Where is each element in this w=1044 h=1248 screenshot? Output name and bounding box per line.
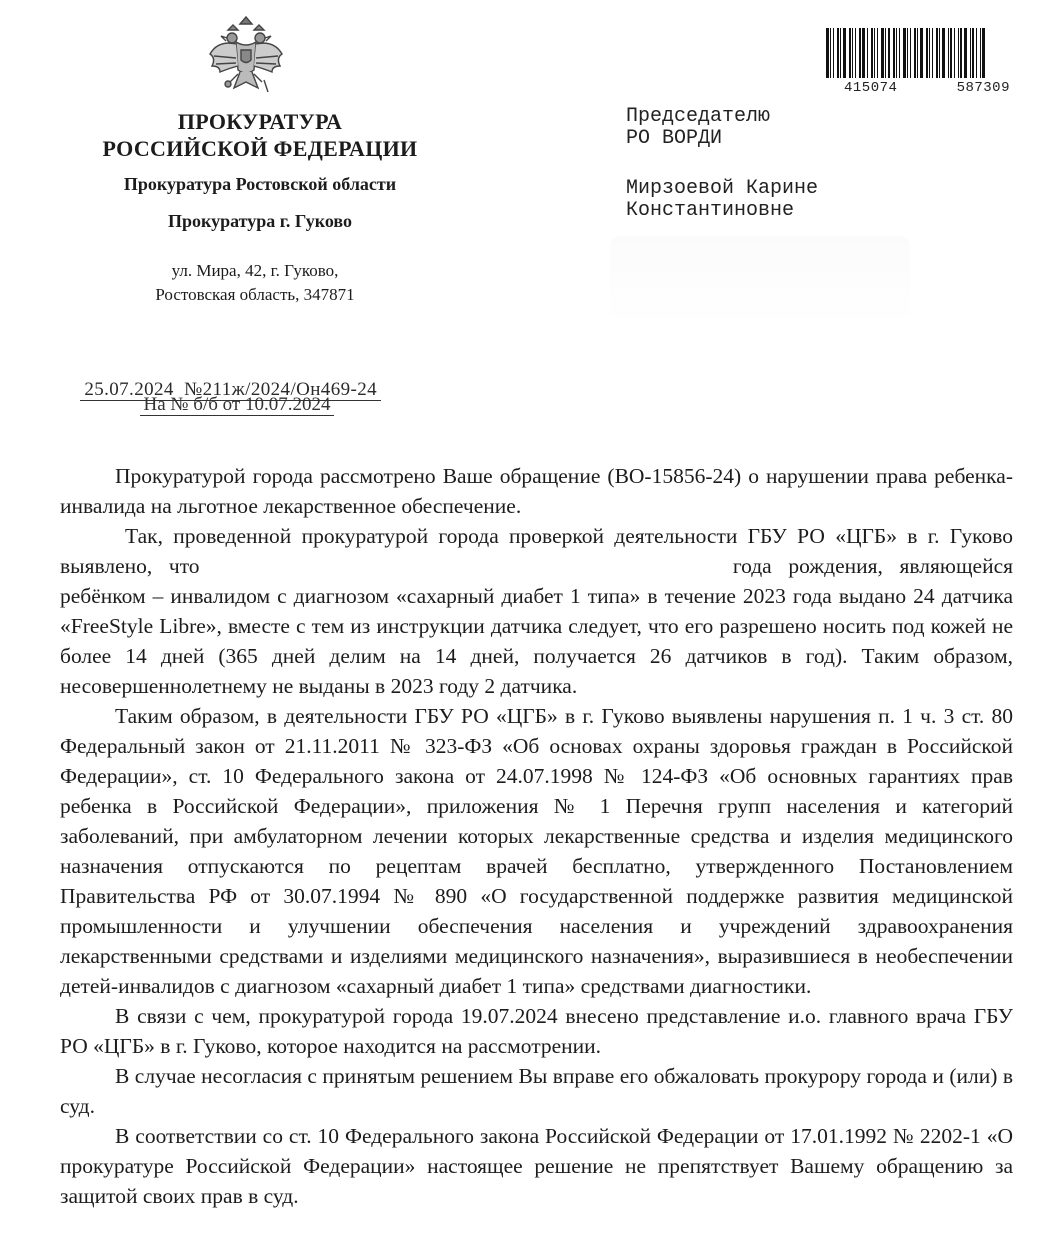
barcode-bar — [929, 28, 930, 78]
barcode-bar — [980, 28, 981, 78]
outgoing-number: 25.07.2024 №211ж/2024/Он469-24 — [70, 354, 430, 402]
redacted-name — [216, 558, 716, 578]
coat-of-arms-emblem — [206, 14, 286, 100]
barcode — [826, 28, 1026, 96]
barcode-bar — [888, 28, 890, 78]
recipient-position: Председателю — [626, 105, 771, 128]
barcode-bar — [910, 28, 911, 78]
barcode-bar — [914, 28, 916, 78]
city-office: Прокуратура г. Гуково — [168, 211, 352, 231]
recipient-block — [626, 106, 926, 222]
barcode-bar — [896, 28, 897, 78]
sender-address — [60, 259, 450, 307]
redacted-address — [610, 236, 910, 326]
barcode-bar — [932, 28, 933, 78]
barcode-bar — [960, 28, 962, 78]
org-title-line1: ПРОКУРАТУРА — [177, 109, 343, 134]
barcode-bar — [950, 28, 952, 78]
barcode-bar — [903, 28, 906, 78]
barcode-bar — [954, 28, 955, 78]
barcode-bar — [830, 28, 831, 78]
barcode-bar — [972, 28, 974, 78]
region-office: Прокуратура Ростовской области — [123, 174, 397, 194]
incoming-reference: На № б/б от 10.07.2024 — [130, 372, 430, 390]
paragraph-5: В случае несогласия с принятым решением Вы вправе его обжаловать прокурору города и (или) в суд. — [60, 1064, 1013, 1118]
barcode-bar — [826, 28, 829, 78]
recipient-patronymic: Константиновне — [626, 199, 795, 222]
barcode-bar — [833, 28, 834, 78]
barcode-bar — [859, 28, 861, 78]
recipient-surname-name: Мирзоевой Карине — [626, 177, 819, 200]
barcode-bar — [920, 28, 923, 78]
barcode-bar — [964, 28, 967, 78]
paragraph-6: В соответствии со ст. 10 Федерального закона Российской Федерации от 17.01.1992 № 2202-1 «О прокуратуре Российской Федерации» настоящее решение не препятствует Вашему обращению за защитой своих прав в суд. — [60, 1124, 1013, 1208]
barcode-right-digits: 587309 — [956, 80, 1010, 96]
barcode-bar — [837, 28, 839, 78]
barcode-bar — [885, 28, 886, 78]
barcode-bar — [874, 28, 875, 78]
barcode-bar — [849, 28, 851, 78]
barcode-bar — [942, 28, 945, 78]
paragraph-1: Прокуратурой города рассмотрено Ваше обращение (ВО-15856-24) о нарушении права ребенка-инвалида на льготное лекарственное обеспечение. — [60, 464, 1013, 518]
recipient-organization: РО ВОРДИ — [626, 127, 723, 150]
barcode-bar — [907, 28, 908, 78]
barcode-bar — [840, 28, 841, 78]
address-line2: Ростовская область, 347871 — [155, 285, 355, 304]
barcode-bar — [877, 28, 878, 78]
barcode-bar — [917, 28, 918, 78]
org-title-line2: РОССИЙСКОЙ ФЕДЕРАЦИИ — [102, 136, 418, 161]
barcode-left-digits: 415074 — [844, 80, 898, 96]
barcode-bar — [855, 28, 856, 78]
barcode-bar — [862, 28, 865, 78]
paragraph-3: Таким образом, в деятельности ГБУ РО «ЦГБ» в г. Гуково выявлены нарушения п. 1 ч. 3 ст. 80 Федеральный закон от 21.11.2011 № 323-ФЗ «Об основах охраны здоровья граждан в Российской Федерации», ст. 10 Федерального закона от 24.07.1998 № 124-ФЗ «Об основных гарантиях прав ребенка в Российской Федерации», приложения № 1 Перечня групп населения и категорий заболеваний, при амбулаторном лечении которых лекарственные средства и изделия медицинского назначения отпускаются по рецептам врачей бесплатно, утвержденного Постановлением Правительства РФ от 30.07.1994 № 890 «О государственной поддержке развития медицинской промышленности и улучшении обеспечения населения и учреждений здравоохранения лекарственными средствами и изделиями медицинского назначения», выразившиеся в необеспечении детей-инвалидов с диагнозом «сахарный диабет 1 типа» средствами диагностики. — [60, 704, 1013, 998]
barcode-bar — [899, 28, 900, 78]
barcode-bar — [843, 28, 846, 78]
barcode-bar — [871, 28, 873, 78]
paragraph-2: Так, проведенной прокуратурой города проверкой деятельности ГБУ РО «ЦГБ» в г. Гуково выявлено, что года рождения, являющейся ребёнком – инвалидом с диагнозом «сахарный диабет 1 типа» в течение 2023 года выдано 24 датчика «FreeStyle Libre», вместе с тем из инструкции датчика следует, что его разрешено носить под кожей не более 14 дней (365 дней делим на 14 дней, получается 26 датчиков в год). Таким образом, несовершеннолетнему не выданы в 2023 году 2 датчика. — [60, 524, 1014, 698]
letter-body — [60, 461, 1013, 1211]
barcode-bar — [867, 28, 868, 78]
barcode-bar — [939, 28, 940, 78]
barcode-bar — [926, 28, 928, 78]
barcode-bar — [936, 28, 938, 78]
barcode-bar — [881, 28, 884, 78]
barcode-bar — [852, 28, 853, 78]
barcode-bar — [958, 28, 959, 78]
org-title — [80, 108, 440, 162]
barcode-bar — [976, 28, 977, 78]
barcode-bar — [893, 28, 895, 78]
barcode-bar — [982, 28, 985, 78]
paragraph-4: В связи с чем, прокуратурой города 19.07.2024 внесено представление и.о. главного врача ГБУ РО «ЦГБ» в г. Гуково, которое находится на рассмотрении. — [60, 1004, 1013, 1058]
barcode-bar — [948, 28, 949, 78]
barcode-bars — [826, 28, 1026, 78]
barcode-bar — [970, 28, 971, 78]
address-line1: ул. Мира, 42, г. Гуково, — [171, 261, 339, 280]
